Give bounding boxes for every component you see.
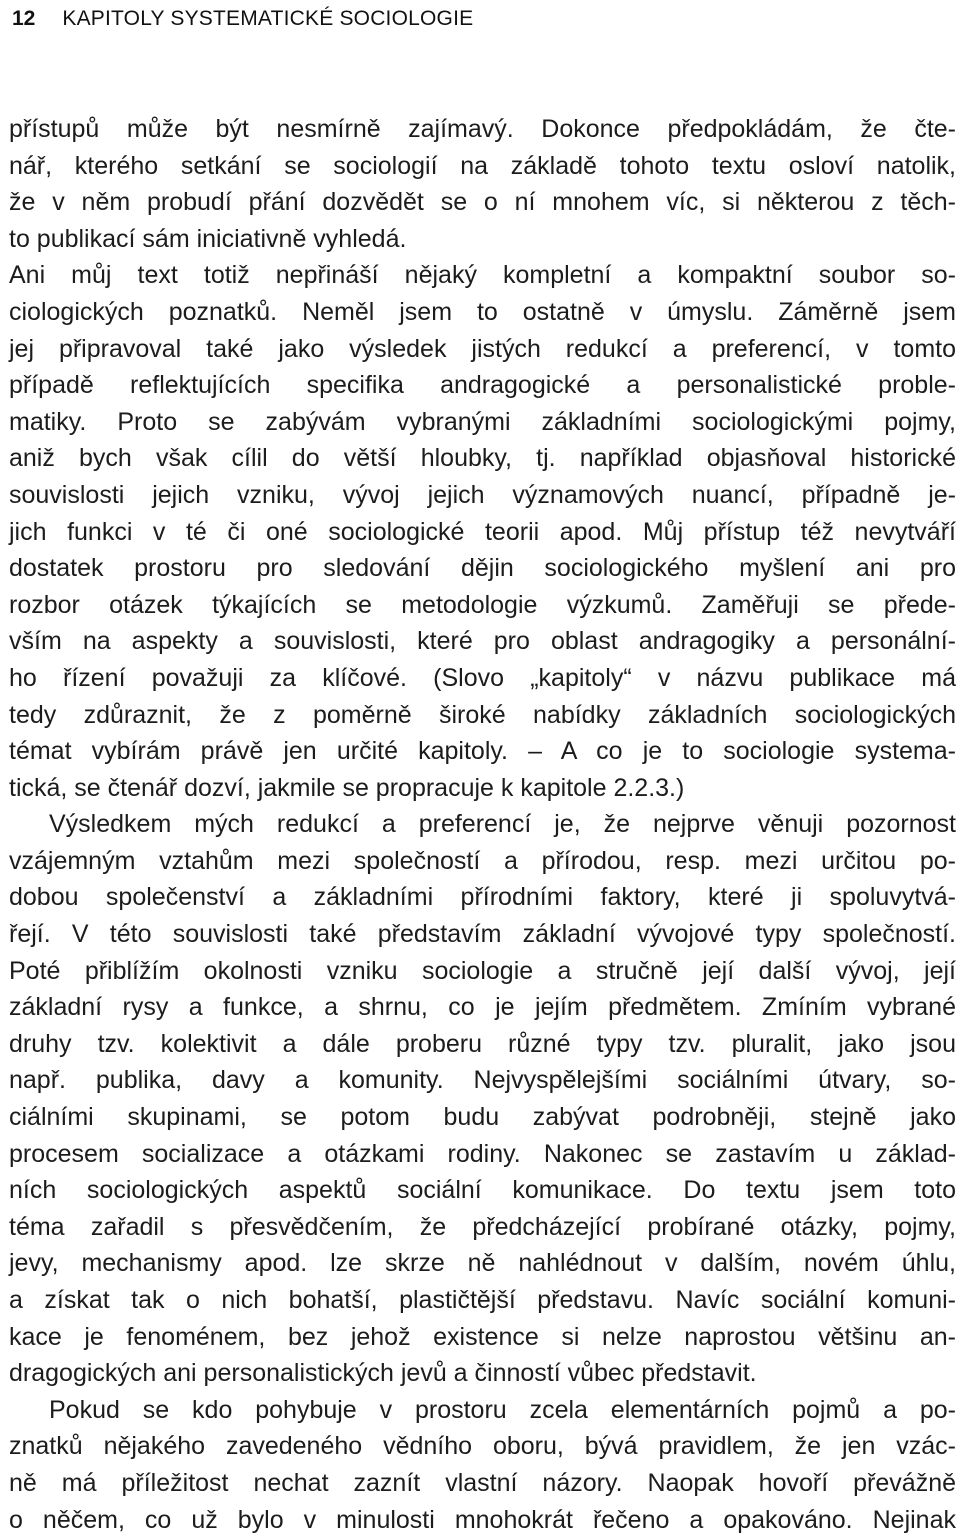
text-line: matiky. Proto se zabývám vybranými základními sociologickými pojmy, <box>9 407 956 436</box>
text-line: dobou společenství a základními přírodními faktory, které ji spoluvytvá- <box>9 883 956 912</box>
text-line: nář, kterého setkání se sociologií na základě tohoto textu osloví natolik, <box>9 151 956 180</box>
paragraph <box>9 257 956 806</box>
body-text <box>9 111 956 1538</box>
text-line: tedy zdůraznit, že z poměrně široké nabídky základních sociologických <box>9 700 956 729</box>
text-line: vším na aspekty a souvislosti, které pro oblast andragogiky a personální- <box>9 627 956 656</box>
text-line: jich funkci v té či oné sociologické teorii apod. Můj přístup též nevytváří <box>9 517 956 546</box>
text-line: procesem socializace a otázkami rodiny. Nakonec se zastavím u základ- <box>9 1139 956 1168</box>
paragraph <box>9 1392 956 1538</box>
text-line: témat vybírám právě jen určité kapitoly. – A co je to sociologie systema- <box>9 737 956 766</box>
text-line: a získat tak o nich bohatší, plastičtější představu. Navíc sociální komuni- <box>9 1286 956 1314</box>
text-line: Pokud se kdo pohybuje v prostoru zcela elementárních pojmů a po- <box>49 1395 956 1424</box>
text-line: že v něm probudí přání dozvědět se o ní mnohem víc, si některou z těch- <box>9 188 956 217</box>
text-line: ho řízení považuji za klíčové. (Slovo „kapitoly“ v názvu publikace má <box>9 663 956 692</box>
text-line: ciálními skupinami, se potom budu zabývat podrobněji, stejně jako <box>9 1103 956 1132</box>
text-line: základní rysy a funkce, a shrnu, co je jejím předmětem. Zmíním vybrané <box>9 993 956 1022</box>
text-line: dragogických ani personalistických jevů a činností vůbec představit. <box>9 1359 757 1388</box>
text-line: jej připravoval také jako výsledek jistých redukcí a preferencí, v tomto <box>9 334 956 363</box>
text-line: dostatek prostoru pro sledování dějin sociologického myšlení ani pro <box>9 554 956 583</box>
text-line: ních sociologických aspektů sociální komunikace. Do textu jsem toto <box>9 1176 956 1205</box>
paragraph <box>9 111 956 257</box>
text-line: kace je fenoménem, bez jehož existence si nelze naprostou většinu an- <box>9 1322 956 1351</box>
text-line: přístupů může být nesmírně zajímavý. Dokonce předpokládám, že čte- <box>9 115 956 143</box>
text-line: řejí. V této souvislosti také představím základní vývojové typy společností. <box>9 920 956 949</box>
text-line: Ani můj text totiž nepřináší nějaký kompletní a kompaktní soubor so- <box>9 261 956 290</box>
page-number: 12 <box>12 7 36 30</box>
running-head-title: KAPITOLY SYSTEMATICKÉ SOCIOLOGIE <box>62 7 474 30</box>
text-line: Poté přiblížím okolnosti vzniku sociologie a stručně její další vývoj, její <box>9 956 956 985</box>
text-line: souvislosti jejich vzniku, vývoj jejich významových nuancí, případně je- <box>9 480 956 509</box>
text-line: např. publika, davy a komunity. Nejvyspělejšími sociálními útvary, so- <box>9 1066 956 1095</box>
text-line: znatků nějakého zavedeného vědního oboru, bývá pravidlem, že jen vzác- <box>9 1432 956 1461</box>
paragraph <box>9 806 956 1392</box>
text-line: rozbor otázek týkajících se metodologie výzkumů. Zaměřuji se přede- <box>9 590 956 619</box>
text-line: to publikací sám iniciativně vyhledá. <box>9 224 407 253</box>
text-line: ciologických poznatků. Neměl jsem to ostatně v úmyslu. Záměrně jsem <box>9 297 956 326</box>
text-line: druhy tzv. kolektivit a dále proberu různé typy tzv. pluralit, jako jsou <box>9 1029 956 1058</box>
text-line: vzájemným vztahům mezi společností a přírodou, resp. mezi určitou po- <box>9 846 956 875</box>
text-line: téma zařadil s přesvědčením, že předcházející probírané otázky, pojmy, <box>9 1212 956 1241</box>
running-header <box>12 4 473 34</box>
text-line: případě reflektujících specifika andragogické a personalistické proble- <box>9 371 956 400</box>
text-line: ně má příležitost nechat zaznít vlastní názory. Naopak hovoří převážně <box>9 1468 956 1497</box>
text-line: Výsledkem mých redukcí a preferencí je, že nejprve věnuji pozornost <box>49 810 956 839</box>
text-line: jevy, mechanismy apod. lze skrze ně nahlédnout v dalším, novém úhlu, <box>9 1249 956 1278</box>
text-line: tická, se čtenář dozví, jakmile se propracuje k kapitole 2.2.3.) <box>9 773 685 802</box>
text-line: o něčem, co už bylo v minulosti mnohokrát řečeno a opakováno. Nejinak <box>9 1505 956 1534</box>
text-line: aniž bych však cílil do větší hloubky, tj. například objasňoval historické <box>9 444 956 473</box>
